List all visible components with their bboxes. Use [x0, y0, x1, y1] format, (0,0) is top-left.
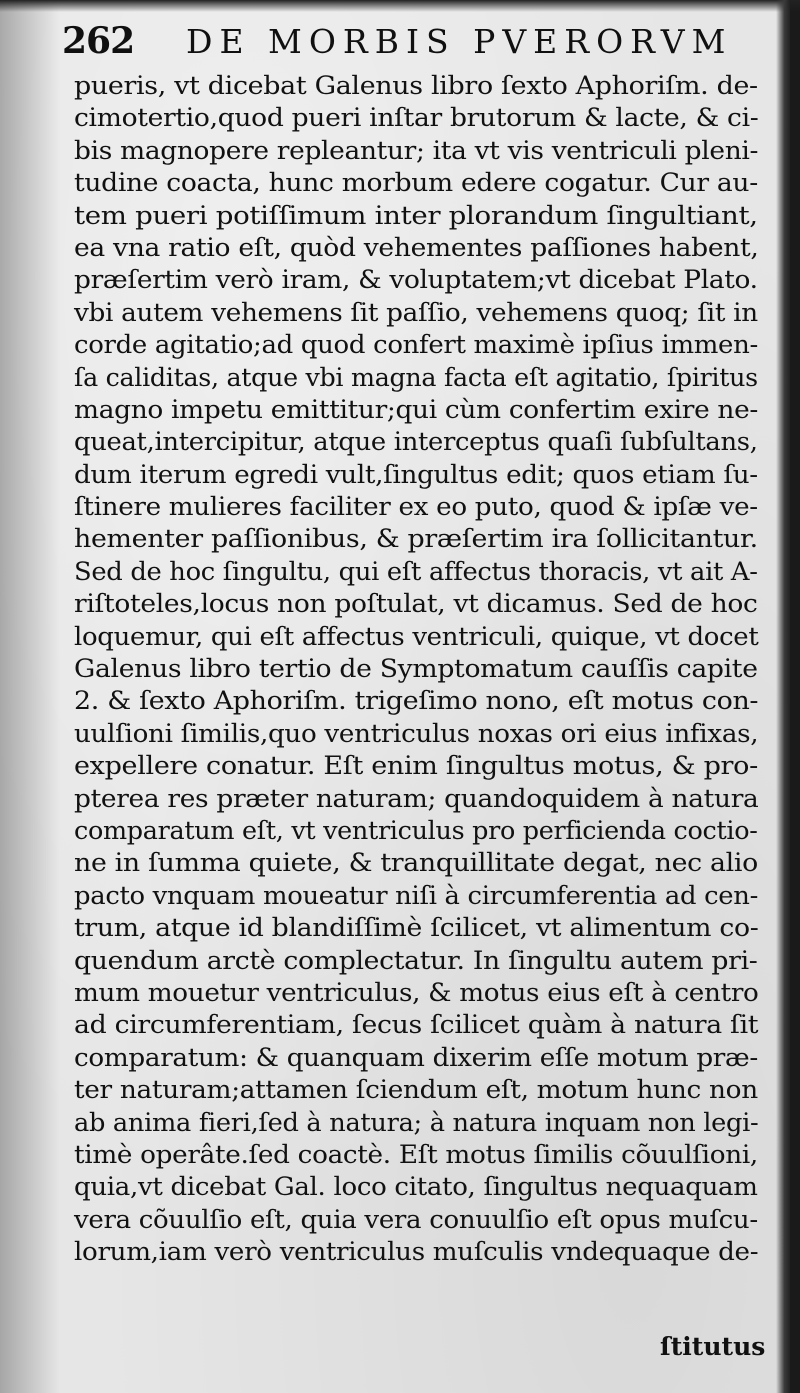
text-line: trum, atque id blandiſſimè ſcilicet, vt alimentum co-	[74, 913, 759, 943]
text-line: hementer paſſionibus, & præſertim ira ſollicitantur.	[74, 524, 758, 554]
text-line: ab anima fieri,ſed à natura; à natura inquam non legi-	[74, 1107, 759, 1137]
text-line: riſtoteles,locus non poſtulat, vt dicamus. Sed de hoc	[74, 589, 758, 619]
top-page-edge	[0, 0, 800, 12]
text-line: ne in ſumma quiete, & tranquillitate degat, nec alio	[74, 848, 759, 878]
text-line: ad circumferentiam, ſecus ſcilicet quàm à natura ſit	[74, 1010, 759, 1040]
text-line: queat,intercipitur, atque interceptus quaſi ſubſultans,	[74, 427, 758, 457]
text-line: loquemur, qui eſt affectus ventriculi, quique, vt docet	[74, 621, 759, 651]
text-line: corde agitatio;ad quod confert maximè ipſius immen-	[74, 330, 758, 360]
text-line: Sed de hoc ſingultu, qui eſt affectus thoracis, vt ait A-	[74, 556, 758, 586]
body-text	[74, 70, 764, 1268]
text-line: pueris, vt dicebat Galenus libro ſexto Aphoriſm. de-	[74, 71, 758, 100]
text-line: pacto vnquam moueatur niſi à circumferentia ad cen-	[74, 880, 759, 910]
text-line: quendum arctè complectatur. In ſingultu autem pri-	[74, 945, 758, 975]
text-line: ter naturam;attamen ſciendum eſt, motum hunc non	[74, 1075, 758, 1105]
text-line: timè operâte.ſed coactè. Eſt motus ſimilis cõuulſioni,	[74, 1139, 758, 1169]
text-line: bis magnopere repleantur; ita vt vis ventriculi pleni-	[74, 135, 759, 165]
text-line: lorum,iam verò ventriculus muſculis vndequaque de-	[74, 1237, 759, 1267]
text-line: præſertim verò iram, & voluptatem;vt dicebat Plato.	[74, 265, 758, 295]
text-line: comparatum: & quanquam dixerim eſſe motum præ-	[74, 1042, 758, 1072]
text-line: quia,vt dicebat Gal. loco citato, ſingultus nequaquam	[74, 1172, 758, 1202]
text-line: vera cõuulſio eſt, quia vera conuulſio eſt opus muſcu-	[74, 1204, 758, 1234]
text-line: mum mouetur ventriculus, & motus eius eſt à centro	[74, 977, 759, 1007]
text-line: pterea res præter naturam; quandoquidem à natura	[74, 783, 759, 813]
text-line: tudine coacta, hunc morbum edere cogatur. Cur au-	[74, 168, 758, 198]
text-line: Galenus libro tertio de Symptomatum cauſſis capite	[74, 654, 758, 684]
text-line: tem pueri potiſſimum inter plorandum ſingultiant,	[74, 200, 758, 230]
text-line: comparatum eſt, vt ventriculus pro perficienda coctio-	[74, 815, 758, 845]
text-line: expellere conatur. Eſt enim ſingultus motus, & pro-	[74, 751, 758, 781]
text-line: 2. & ſexto Aphoriſm. trigeſimo nono, eſt motus con-	[74, 686, 759, 716]
text-line: dum iterum egredi vult,ſingultus edit; quos etiam ſu-	[74, 459, 758, 489]
text-line: vbi autem vehemens ſit paſſio, vehemens quoq; ſit in	[74, 297, 758, 327]
text-line: cimotertio,quod pueri inſtar brutorum & lacte, & ci-	[74, 103, 759, 133]
text-line: ea vna ratio eſt, quòd vehementes paſſiones habent,	[74, 232, 759, 262]
text-line: uulſioni ſimilis,quo ventriculus noxas ori eius infixas,	[74, 718, 759, 748]
text-line: magno impetu emittitur;qui cùm confertim exire ne-	[74, 394, 759, 424]
page-number: 262	[62, 20, 135, 62]
text-line: ſa caliditas, atque vbi magna facta eſt agitatio, ſpiritus	[74, 362, 758, 392]
binding-shadow	[0, 0, 60, 1393]
running-head	[62, 14, 752, 70]
text-line: ſtinere mulieres faciliter ex eo puto, quod & ipſæ ve-	[74, 492, 758, 522]
running-title: DE MORBIS PVERORVM	[186, 22, 733, 61]
catchword: ſtitutus	[660, 1332, 766, 1361]
